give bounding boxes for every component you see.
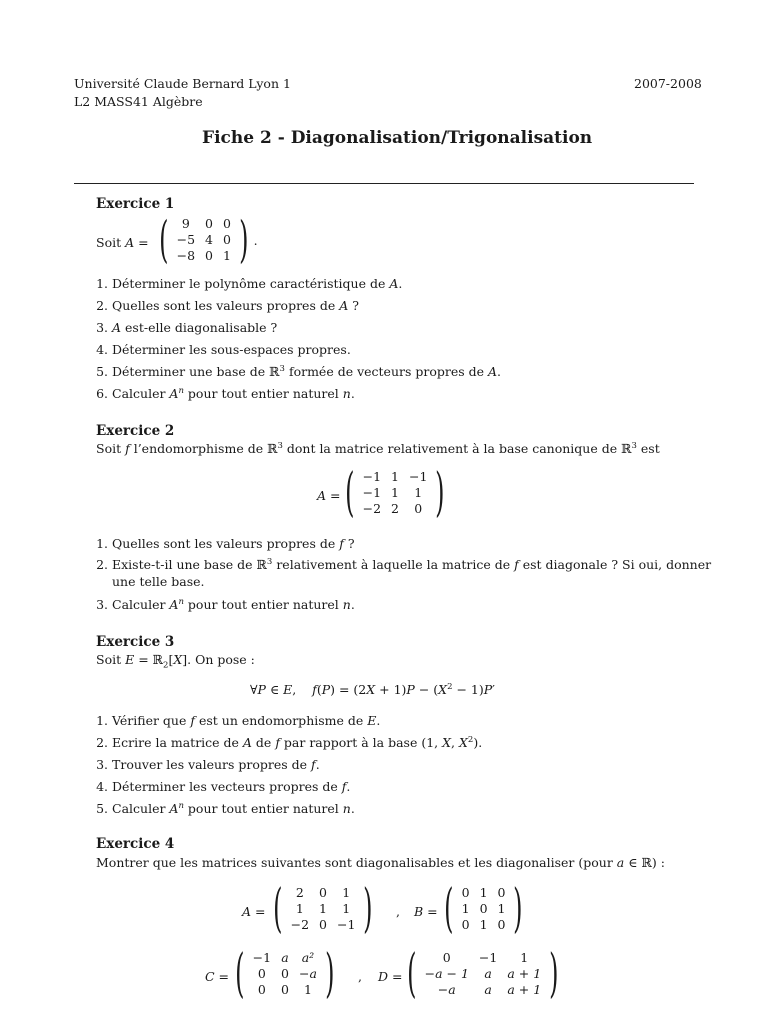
ex1-matrix-row bbox=[172, 232, 236, 248]
exercise-1-item-6: 6. Calculer $A^n$ pour tout entier naturel n. bbox=[96, 385, 355, 401]
matrix-A: ( 2 0 1 1 1 1 −2 0 −1 ) bbox=[273, 879, 373, 939]
matrix-C-cell: −a bbox=[299, 966, 317, 981]
exercise-1-item-4: 4. Déterminer les sous-espaces propres. bbox=[96, 342, 351, 357]
course-name: L2 MASS41 Algèbre bbox=[74, 94, 203, 109]
matrix-C-row bbox=[248, 950, 322, 966]
matrix-C-cell: 0 bbox=[281, 966, 289, 981]
exercise-2-matrix: ( −1 1 −1 −1 1 1 −2 2 0 ) bbox=[345, 463, 445, 523]
matrix-D-cell: 0 bbox=[442, 950, 451, 965]
matrix-B: ( 0 1 0 1 0 1 0 1 0 ) bbox=[444, 879, 523, 939]
matrix-A-cell: −2 bbox=[290, 917, 310, 932]
ex2-matrix-row bbox=[358, 501, 433, 517]
matrix-A-cell: 0 bbox=[319, 917, 327, 932]
matrix-D-label: D = bbox=[378, 969, 403, 984]
matrix-A-cell: 0 bbox=[319, 885, 327, 900]
matrix-D-cell: 1 bbox=[520, 950, 529, 965]
matrix-A-cell: 2 bbox=[295, 885, 304, 900]
exercise-1-item-1: 1. Déterminer le polynôme caractéristique de A. bbox=[96, 276, 403, 291]
matrix-D: ( 0 −1 1 −a − 1 a a + 1 −a a a + 1 ) bbox=[407, 944, 559, 1004]
matrix-A-row bbox=[286, 901, 361, 917]
matrix-D-row bbox=[420, 950, 547, 966]
ex1-matrix-cell: 4 bbox=[205, 232, 213, 247]
ex1-matrix-cell: −8 bbox=[176, 248, 196, 263]
academic-year: 2007-2008 bbox=[634, 76, 702, 91]
matrix-B-cell: 0 bbox=[479, 901, 488, 916]
exercise-2-item-3: 3. Calculer $A^n$ pour tout entier naturel n. bbox=[96, 596, 355, 612]
matrix-A-cell: 1 bbox=[295, 901, 304, 916]
exercise-3-item-2: 2. Ecrire la matrice de A de f par rapport à la base (1, X, $X^2$). bbox=[96, 734, 483, 750]
ex2-matrix-cell: 2 bbox=[391, 501, 399, 516]
exercise-3-item-4: 4. Déterminer les vecteurs propres de f. bbox=[96, 779, 351, 794]
matrix-B-cell: 1 bbox=[479, 885, 488, 900]
exercise-1-item-5: 5. Déterminer une base de ℝ$^3$ formée de vecteurs propres de A. bbox=[96, 363, 502, 379]
matrix-B-row bbox=[457, 901, 511, 917]
exercise-1-matrix: ( 9 0 0 −5 4 0 −8 0 1 ) . bbox=[159, 211, 258, 269]
header-divider bbox=[74, 183, 694, 184]
matrix-D-cell: −a bbox=[437, 982, 456, 997]
ex2-matrix-cell: 1 bbox=[414, 485, 423, 500]
exercise-3-title: Exercice 3 bbox=[96, 634, 175, 650]
matrix-B-row bbox=[457, 885, 511, 901]
matrix-separator-2: , bbox=[358, 969, 362, 984]
exercise-1-item-3: 3. A est-elle diagonalisable ? bbox=[96, 320, 278, 335]
matrix-D-row bbox=[420, 982, 547, 998]
matrix-C-label: C = bbox=[205, 969, 230, 984]
ex1-matrix-cell: 0 bbox=[205, 216, 213, 231]
matrix-C-row bbox=[248, 982, 322, 998]
matrix-C-row bbox=[248, 966, 322, 982]
ex1-matrix-cell: 0 bbox=[223, 232, 231, 247]
exercise-1-item-2: 2. Quelles sont les valeurs propres de A ? bbox=[96, 298, 359, 313]
matrix-D-row bbox=[420, 966, 547, 982]
ex1-matrix-cell: 0 bbox=[205, 248, 213, 263]
matrix-A-label: A = bbox=[242, 904, 266, 919]
exercise-4-intro: Montrer que les matrices suivantes sont diagonalisables et les diagonaliser (pour a ∈ ℝ) : bbox=[96, 855, 665, 870]
ex2-matrix-cell: −1 bbox=[409, 469, 428, 484]
university-name: Université Claude Bernard Lyon 1 bbox=[74, 76, 291, 91]
matrix-A-cell: 1 bbox=[342, 901, 351, 916]
matrix-B-cell: 0 bbox=[497, 917, 506, 932]
matrix-C-cell: a² bbox=[301, 950, 315, 965]
matrix-C: ( −1 a a² 0 0 −a 0 0 1 ) bbox=[235, 944, 335, 1004]
matrix-B-cell: 0 bbox=[461, 885, 470, 900]
ex2-matrix-cell: 0 bbox=[414, 501, 423, 516]
ex2-matrix-cell: −1 bbox=[362, 469, 382, 484]
exercise-2-matrix-label: A = bbox=[317, 488, 341, 503]
matrix-A-cell: 1 bbox=[342, 885, 351, 900]
matrix-A-cell: −1 bbox=[337, 917, 356, 932]
matrix-D-cell: a bbox=[484, 982, 492, 997]
exercise-4-title: Exercice 4 bbox=[96, 836, 175, 852]
exercise-2-item-1: 1. Quelles sont les valeurs propres de f ? bbox=[96, 536, 355, 551]
exercise-2-item-2-cont: une telle base. bbox=[112, 574, 205, 589]
ex2-matrix-cell: 1 bbox=[391, 469, 399, 484]
ex2-matrix-cell: 1 bbox=[391, 485, 399, 500]
exercise-3-intro: Soit E = ℝ$_2$[X]. On pose : bbox=[96, 652, 255, 671]
matrix-B-label: B = bbox=[414, 904, 438, 919]
exercise-2-title: Exercice 2 bbox=[96, 423, 175, 439]
matrix-C-cell: 1 bbox=[303, 982, 312, 997]
exercise-1-title: Exercice 1 bbox=[96, 196, 175, 212]
matrix-C-cell: 0 bbox=[281, 982, 289, 997]
matrix-C-cell: 0 bbox=[257, 982, 266, 997]
matrix-separator-1: , bbox=[396, 904, 400, 919]
exercise-3-item-3: 3. Trouver les valeurs propres de f. bbox=[96, 757, 320, 772]
matrix-B-cell: 1 bbox=[497, 901, 506, 916]
matrix-B-cell: 0 bbox=[461, 917, 470, 932]
ex2-matrix-cell: −2 bbox=[362, 501, 382, 516]
matrix-B-cell: 1 bbox=[461, 901, 470, 916]
page-title: Fiche 2 - Diagonalisation/Trigonalisation bbox=[202, 128, 593, 148]
exercise-3-item-5: 5. Calculer $A^n$ pour tout entier naturel n. bbox=[96, 800, 355, 816]
ex1-matrix-cell: 9 bbox=[181, 216, 190, 231]
ex1-matrix-cell: −5 bbox=[176, 232, 196, 247]
ex1-matrix-row bbox=[172, 216, 236, 232]
exercise-1-intro: Soit A = bbox=[96, 235, 149, 250]
matrix-C-cell: −1 bbox=[252, 950, 272, 965]
matrix-D-cell: −1 bbox=[478, 950, 498, 965]
exercise-3-item-1: 1. Vérifier que f est un endomorphisme de E. bbox=[96, 713, 381, 728]
ex1-matrix-cell: 0 bbox=[223, 216, 231, 231]
ex2-matrix-row bbox=[358, 469, 433, 485]
matrix-B-cell: 1 bbox=[479, 917, 488, 932]
matrix-A-row bbox=[286, 917, 361, 933]
matrix-A-row bbox=[286, 885, 361, 901]
ex2-matrix-row bbox=[358, 485, 433, 501]
exercise-2-intro: Soit f l’endomorphisme de ℝ$^3$ dont la matrice relativement à la base canonique de ℝ$^3$ est bbox=[96, 440, 660, 456]
exercise-3-formula: ∀P ∈ E, $f(P) = (2X + 1)P - (X^2 - 1)P'$ bbox=[250, 681, 495, 697]
matrix-C-cell: a bbox=[281, 950, 289, 965]
matrix-D-cell: a + 1 bbox=[507, 982, 542, 997]
ex1-matrix-cell: 1 bbox=[223, 248, 231, 263]
ex2-matrix-cell: −1 bbox=[362, 485, 382, 500]
ex1-matrix-row bbox=[172, 248, 236, 264]
matrix-C-cell: 0 bbox=[257, 966, 266, 981]
matrix-A-cell: 1 bbox=[319, 901, 327, 916]
exercise-2-item-2: 2. Existe-t-il une base de ℝ$^3$ relativement à laquelle la matrice de f est diagonale ? Si oui, donner bbox=[96, 556, 712, 572]
matrix-D-cell: a bbox=[484, 966, 492, 981]
matrix-D-cell: −a − 1 bbox=[424, 966, 469, 981]
matrix-D-cell: a + 1 bbox=[507, 966, 542, 981]
matrix-B-row bbox=[457, 917, 511, 933]
matrix-B-cell: 0 bbox=[497, 885, 506, 900]
